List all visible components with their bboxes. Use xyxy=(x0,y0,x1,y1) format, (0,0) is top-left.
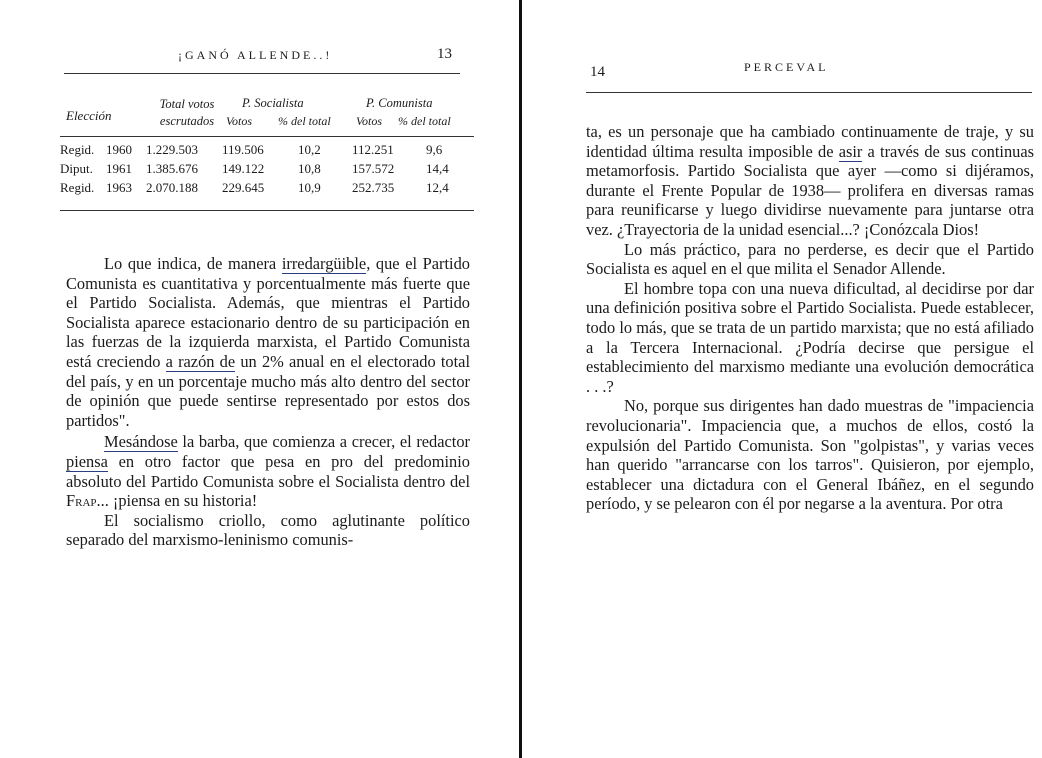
cell-pc-votos: 112.251 xyxy=(352,142,394,157)
ink-underlined-word: asir xyxy=(838,141,863,161)
cell-pc-pct: 12,4 xyxy=(426,180,449,195)
cell-pc-votos: 157.572 xyxy=(352,161,395,176)
right-page xyxy=(522,0,1042,758)
cell-pc-pct: 9,6 xyxy=(426,142,443,157)
cell-tipo: Diput. xyxy=(60,161,93,176)
header-ps-pct: % del total xyxy=(278,114,331,128)
ink-underlined-word: Mesándose xyxy=(104,432,178,452)
table-row xyxy=(60,161,474,179)
cell-anio: 1963 xyxy=(106,180,132,195)
text-run: ta, es un personaje que ha cambiado continuamente de traje, y su identidad última resulta imposible de xyxy=(586,122,1034,161)
header-rule xyxy=(586,92,1032,93)
paragraph xyxy=(66,432,470,510)
text-run: en otro factor que pesa en pro del predominio absoluto del Partido Comunista sobre el Socialista dentro del xyxy=(66,451,470,491)
header-eleccion: Elección xyxy=(66,108,112,123)
text-run: Lo que indica, de manera xyxy=(104,254,282,273)
paragraph xyxy=(586,122,1034,240)
body-text xyxy=(586,122,1034,514)
ink-underlined-word: piensa xyxy=(66,451,108,471)
paragraph xyxy=(66,254,470,430)
left-page xyxy=(0,0,519,758)
cell-pc-votos: 252.735 xyxy=(352,180,395,195)
cell-pc-pct: 14,4 xyxy=(426,161,449,176)
page-number: 13 xyxy=(437,46,452,62)
running-head: ¡GANÓ ALLENDE..! xyxy=(178,48,333,62)
cell-total: 1.229.503 xyxy=(146,142,198,157)
cell-tipo: Regid. xyxy=(60,180,95,195)
ink-underlined-word: irredargüible xyxy=(281,254,367,273)
body-text xyxy=(66,254,470,550)
table-row xyxy=(60,142,474,160)
cell-total: 2.070.188 xyxy=(146,180,198,195)
cell-ps-votos: 119.506 xyxy=(222,142,264,157)
header-pc-pct: % del total xyxy=(398,114,451,128)
header-ps: P. Socialista xyxy=(242,96,304,110)
text-run: un 2% anual en el electorado total del país, y en un porcentaje mucho más alto dentro del sector de opinión que puede sentirse representado por estos dos partidos". xyxy=(66,351,470,430)
page-number: 14 xyxy=(590,64,605,80)
paragraph: El hombre topa con una nueva dificultad, al decidirse por dar una definición positiva sobre el Partido Socialista. Puede establecer, todo lo más, que se trata de un partido marxista; que no está afiliado a la Tercera Internacional. ¿Podría decirse que persigue el establecimiento del marxismo mediante una evolución democrática . . .? xyxy=(586,278,1034,396)
cell-ps-pct: 10,9 xyxy=(298,180,321,195)
header-total-votos-line1: Total votos xyxy=(159,97,215,111)
table-rule xyxy=(60,136,474,137)
header-total-votos xyxy=(142,96,232,130)
header-rule xyxy=(64,73,460,74)
table-row xyxy=(60,180,474,198)
header-total-votos-line2: escrutados xyxy=(159,114,215,128)
cell-ps-votos: 149.122 xyxy=(222,161,265,176)
text-run: ... ¡piensa en su historia! xyxy=(96,491,258,511)
header-pc: P. Comunista xyxy=(366,96,433,110)
header-pc-votos: Votos xyxy=(356,114,383,128)
paragraph: El socialismo criollo, como aglutinante político separado del marxismo-leninismo comunis- xyxy=(66,510,470,550)
cell-total: 1.385.676 xyxy=(146,161,198,176)
acronym-frap: Frap xyxy=(66,491,97,511)
cell-ps-pct: 10,2 xyxy=(298,142,321,157)
cell-anio: 1961 xyxy=(106,161,132,176)
cell-tipo: Regid. xyxy=(60,142,95,157)
cell-ps-votos: 229.645 xyxy=(222,180,265,195)
ink-underlined-word: a razón de xyxy=(165,351,236,371)
table-bottom-rule xyxy=(60,210,474,211)
paragraph: Lo más práctico, para no perderse, es decir que el Partido Socialista es aquel en el que milita el Senador Allende. xyxy=(586,239,1034,279)
running-head: PERCEVAL xyxy=(744,60,829,74)
cell-anio: 1960 xyxy=(106,142,132,157)
text-run: la barba, que comienza a crecer, el redactor xyxy=(177,432,470,452)
paragraph: No, porque sus dirigentes han dado muestras de "impaciencia revolucionaria". Impaciencia que, a muchos de ellos, costó la expulsión del Partido Comunista. Son "golpistas", y varias veces han querido "arrancarse con los tarros". Quisieron, por ejemplo, establecer una dictadura con el General Ibáñez, en el segundo período, y se pelearon con él por negarse a la aventura. Por otra xyxy=(586,396,1034,514)
text-run: , que el Partido Comunista es cuantitativa y porcentualmente más fuerte que el Partido Socialista. Además, que mientras el Partido Socialista aparece estacionario dentro de su participación en las fuerzas de la izquierda marxista, el Partido Comunista está creciendo xyxy=(66,254,470,371)
text-run: a través de sus continuas metamorfosis. Partido Socialista que ayer —como si dijéramos, durante el Frente Popular de 1938— prolifera en diversas ramas para reunificarse y luego dividirse nuevamente para juntarse otra vez. ¿Trayectoria de la unidad esencial...? ¡Conózcala Dios! xyxy=(586,141,1034,239)
header-ps-votos: Votos xyxy=(226,114,253,128)
cell-ps-pct: 10,8 xyxy=(298,161,321,176)
